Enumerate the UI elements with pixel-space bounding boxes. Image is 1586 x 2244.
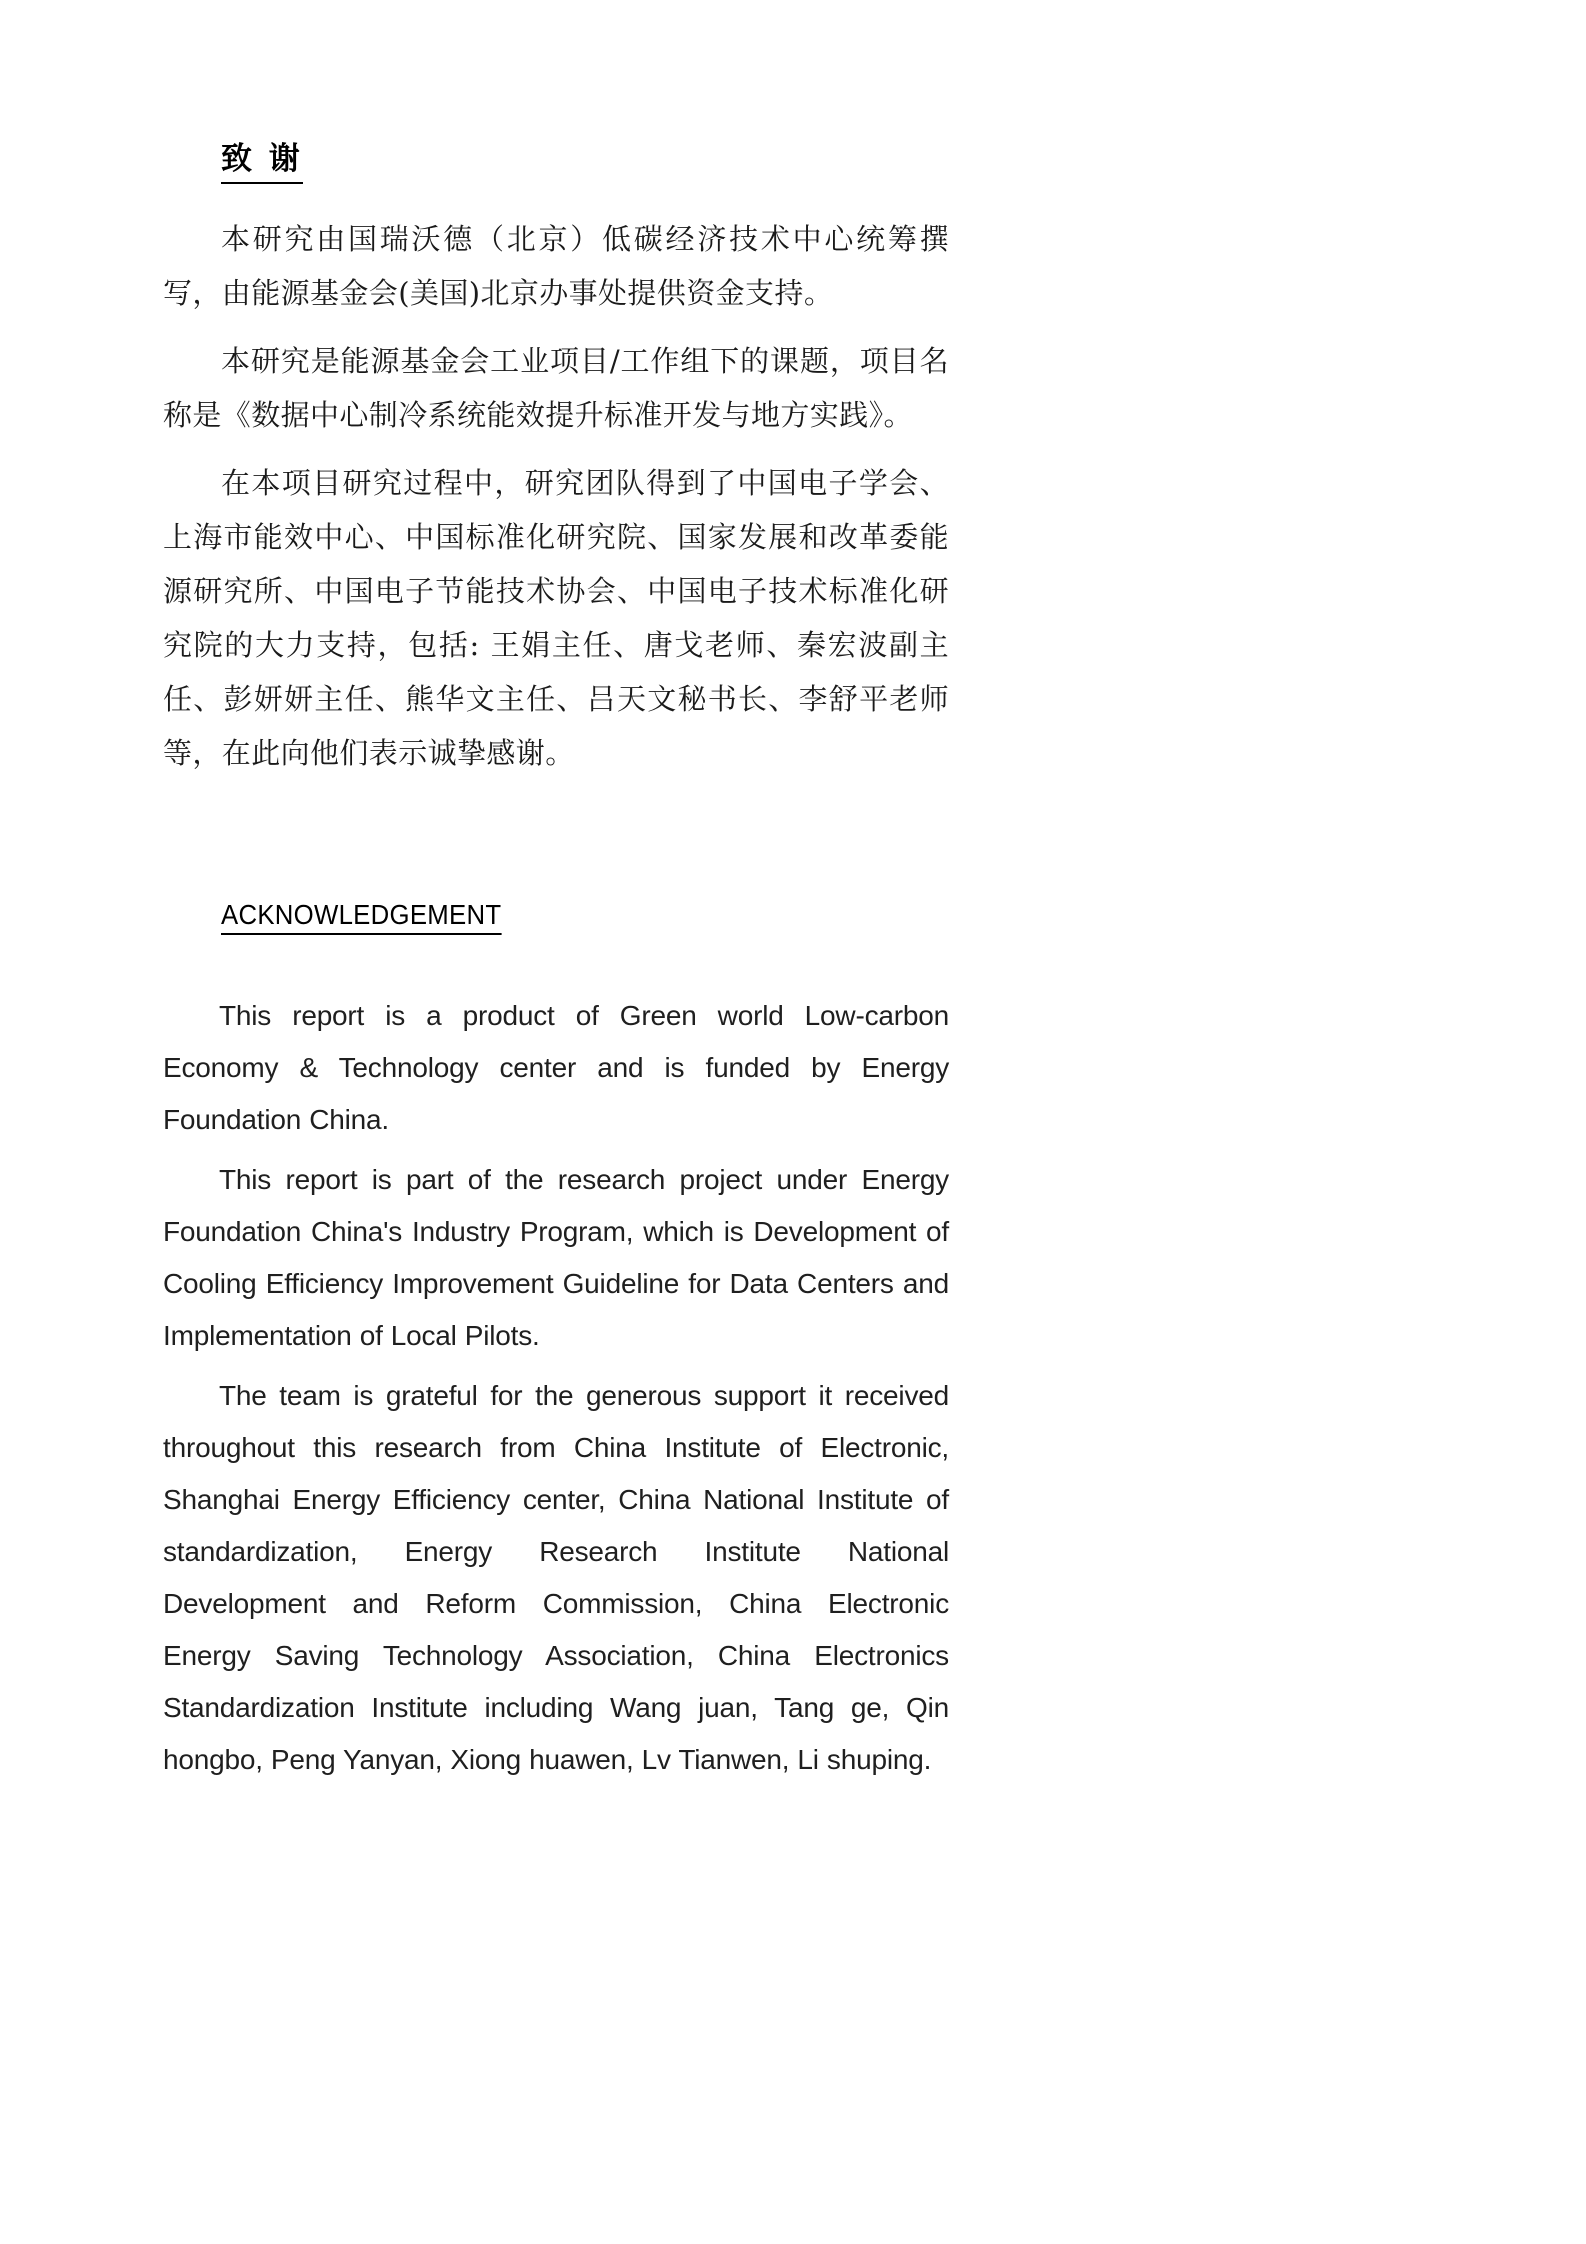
english-section-heading: ACKNOWLEDGEMENT [221, 899, 501, 935]
chinese-paragraph-3: 在本项目研究过程中，研究团队得到了中国电子学会、上海市能效中心、中国标准化研究院、国家发展和改革委能源研究所、中国电子节能技术协会、中国电子技术标准化研究院的大力支持，包括: 王娟主任、唐戈老师、秦宏波副主任、彭妍妍主任、熊华文主任、吕天文秘书长、李舒平老师等，在此向他们表示诚挚感谢。 [163, 465, 949, 770]
chinese-section-heading [163, 140, 949, 184]
english-paragraph-3: The team is grateful for the generous support it received throughout this research from China Institute of Electronic, Shanghai Energy Efficiency center, China National Institute of standardization, Energy Research Institute National Development and Reform Commission, China Electronic Energy Saving Technology Association, China Electronics Standardization Institute including Wang juan, Tang ge, Qin hongbo, Peng Yanyan, Xiong huawen, Lv Tianwen, Li shuping. [163, 1380, 949, 1776]
chinese-paragraph-2: 本研究是能源基金会工业项目/工作组下的课题，项目名称是《数据中心制冷系统能效提升标准开发与地方实践》。 [163, 343, 949, 432]
page-content [163, 140, 949, 1794]
english-paragraph-2: This report is part of the research project under Energy Foundation China's Industry Program, which is Development of Cooling Efficiency Improvement Guideline for Data Centers and Implementation of Local Pilots. [163, 1164, 949, 1352]
english-heading-container [163, 876, 949, 958]
chinese-section-heading-text: 致 谢 [221, 140, 303, 184]
chinese-paragraph-1: 本研究由国瑞沃德（北京）低碳经济技术中心统筹撰写，由能源基金会(美国)北京办事处提供资金支持。 [163, 221, 949, 310]
english-paragraph-1: This report is a product of Green world Low-carbon Economy & Technology center and is funded by Energy Foundation China. [163, 1000, 949, 1136]
